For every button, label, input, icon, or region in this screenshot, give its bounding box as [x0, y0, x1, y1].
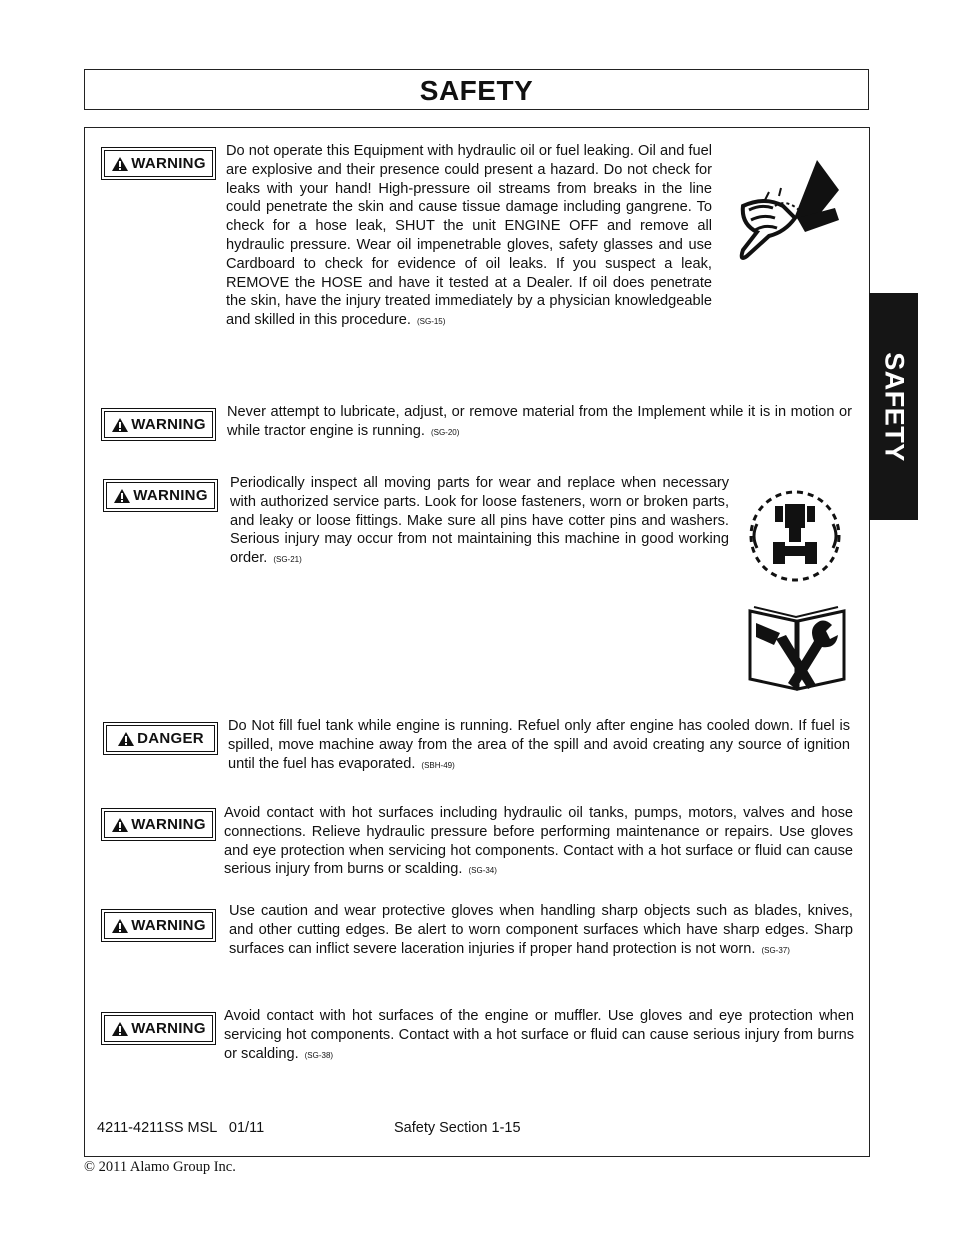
warning-triangle-icon: [113, 488, 131, 504]
message-code: (SG-34): [468, 866, 497, 876]
message-code: (SG-38): [304, 1050, 334, 1060]
copyright: © 2011 Alamo Group Inc.: [84, 1159, 236, 1175]
message-text: Do Not fill fuel tank while engine is running. Refuel only after engine has cooled down. If fuel is spilled, move machine away from the area of the spill and avoid creating any source of ignition until the fuel has evaporated.: [228, 718, 850, 772]
safety-message: [230, 474, 729, 570]
section-side-tab: [869, 293, 918, 520]
message-text: Periodically inspect all moving parts for wear and replace when necessary with authorized service parts. Look for loose fasteners, worn or broken parts, and leaky or loose fittings. Make sure all pins have cotter pins and washers. Serious injury may occur from not maintaining this machine in good working order.: [230, 475, 729, 567]
safety-message: [227, 403, 852, 443]
message-code: (SG-20): [430, 427, 460, 437]
message-code: (SBH-49): [421, 760, 455, 770]
message-text: Do not operate this Equipment with hydraulic oil or fuel leaking. Oil and fuel are explosive and their presence could present a hazard. Do not check for leaks with your hand! High-pressure oil streams from breaks in the line could penetrate the skin and cause tissue damage including gangrene. To check for a hose leak, SHUT the unit ENGINE OFF and remove all hydraulic pressure. Wear oil impenetrable gloves, safety glasses and use Cardboard to check for evidence of oil leaks. If you suspect a leak, REMOVE the HOSE and have it tested at a Dealer. If oil does penetrate the skin, have the injury treated immediately by a physician knowledgeable and skilled in this procedure.: [226, 143, 712, 329]
warning-triangle-icon: [117, 731, 135, 747]
footer-doc-id: 4211-4211SS MSL 01/11: [97, 1120, 265, 1136]
warning-triangle-icon: [111, 817, 129, 833]
message-text: Avoid contact with hot surfaces of the engine or muffler. Use gloves and eye protection when servicing hot components. Contact with a hot surface or fluid can cause serious injury from burns or scalding.: [224, 1008, 854, 1062]
footer-page-number: Safety Section 1-15: [394, 1120, 521, 1136]
safety-message: [226, 142, 712, 332]
warning-label: WARNING: [101, 408, 216, 441]
safety-message: [228, 717, 850, 775]
danger-label: DANGER: [103, 722, 218, 755]
message-code: (SG-15): [416, 317, 446, 327]
warning-label: WARNING: [101, 909, 216, 942]
tractor-inspection-icon: [743, 484, 847, 588]
page-title: SAFETY: [419, 75, 534, 106]
message-text: Avoid contact with hot surfaces including hydraulic oil tanks, pumps, motors, valves and hose connections. Relieve hydraulic pressure before performing maintenance or repairs. Use gloves and eye protection when servicing hot components. Contact with a hot surface or fluid can cause serious injury from burns or scalding.: [224, 805, 853, 878]
safety-message: [224, 804, 853, 881]
message-text: Use caution and wear protective gloves when handling sharp objects such as blades, knives, and other cutting edges. Be alert to worn component surfaces which have sharp edges. Sharp surfaces can inflict severe laceration injuries if proper hand protection is not worn.: [229, 903, 853, 957]
warning-triangle-icon: [111, 417, 129, 433]
hand-hydraulic-leak-icon: [735, 158, 845, 270]
warning-label: WARNING: [101, 147, 216, 180]
warning-label: WARNING: [103, 479, 218, 512]
page-title-box: [84, 69, 869, 110]
warning-triangle-icon: [111, 918, 129, 934]
warning-label: WARNING: [101, 1012, 216, 1045]
warning-triangle-icon: [111, 1021, 129, 1037]
message-code: (SG-21): [273, 555, 302, 565]
message-text: Never attempt to lubricate, adjust, or remove material from the Implement while it is in motion or while tractor engine is running.: [227, 404, 852, 439]
warning-triangle-icon: [111, 156, 129, 172]
safety-message: [224, 1007, 854, 1065]
safety-message: [229, 902, 853, 960]
message-code: (SG-37): [761, 945, 790, 955]
side-tab-label: SAFETY: [879, 351, 909, 462]
manual-tools-icon: [746, 603, 848, 693]
warning-label: WARNING: [101, 808, 216, 841]
